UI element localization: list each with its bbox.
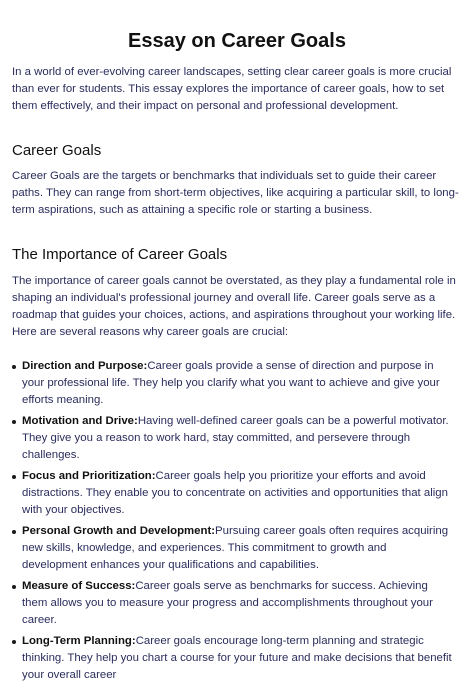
bullet-title: Personal Growth and Development:	[22, 525, 216, 537]
list-item	[0, 523, 452, 574]
list-item	[0, 633, 452, 684]
section-heading-career-goals: Career Goals	[12, 142, 102, 159]
bullet-text: Career goals serve as benchmarks for success. Achieving them allows you to measure your progress and accomplishments throughout your career.	[22, 580, 433, 626]
section-heading-importance: The Importance of Career Goals	[12, 246, 228, 263]
bullet-icon	[12, 585, 16, 589]
bullet-icon	[12, 640, 16, 644]
bullet-icon	[12, 475, 16, 479]
bullet-text: Having well-defined career goals can be a powerful motivator. They give you a reason to work hard, stay committed, and persevere through challenges.	[22, 415, 449, 461]
list-item	[0, 358, 452, 409]
bullet-title: Direction and Purpose:	[22, 360, 148, 372]
bullet-title: Motivation and Drive:	[22, 415, 138, 427]
intro-paragraph: In a world of ever-evolving career landscapes, setting clear career goals is more crucial than ever for students. This essay explores the importance of career goals, how to set them effectively, and their impact on personal and professional development.	[12, 66, 452, 112]
bullet-title: Measure of Success:	[22, 580, 136, 592]
bullet-text: Career goals provide a sense of direction and purpose in your professional life. They help you clarify what you want to achieve and give your efforts meaning.	[22, 360, 440, 406]
bullet-title: Long-Term Planning:	[22, 635, 136, 647]
bullet-text: Career goals encourage long-term planning and strategic thinking. They help you chart a course for your future and make decisions that benefit your overall career	[22, 635, 452, 681]
bullet-text: Pursuing career goals often requires acquiring new skills, knowledge, and experiences. This commitment to growth and development enhances your qualifications and capabilities.	[22, 525, 449, 571]
reasons-list	[0, 358, 474, 688]
list-item	[0, 413, 452, 464]
importance-paragraph: The importance of career goals cannot be overstated, as they play a fundamental role in shaping an individual's professional journey and overall life. Career goals serve as a roadmap that guides your choices, actions, and aspirations throughout your working life. Here are several reasons why career goals are crucial:	[12, 275, 456, 338]
bullet-icon	[12, 420, 16, 424]
bullet-icon	[12, 530, 16, 534]
career-goals-paragraph: Career Goals are the targets or benchmarks that individuals set to guide their career paths. They can range from short-term objectives, like acquiring a particular skill, to long-term aspirations, such as attaining a specific role or starting a business.	[12, 170, 459, 216]
page-title: Essay on Career Goals	[128, 30, 346, 52]
bullet-title: Focus and Prioritization:	[22, 470, 156, 482]
bullet-icon	[12, 365, 16, 369]
list-item	[0, 578, 452, 629]
bullet-text: Career goals help you prioritize your efforts and avoid distractions. They enable you to concentrate on activities and opportunities that align with your objectives.	[22, 470, 448, 516]
list-item	[0, 468, 452, 519]
